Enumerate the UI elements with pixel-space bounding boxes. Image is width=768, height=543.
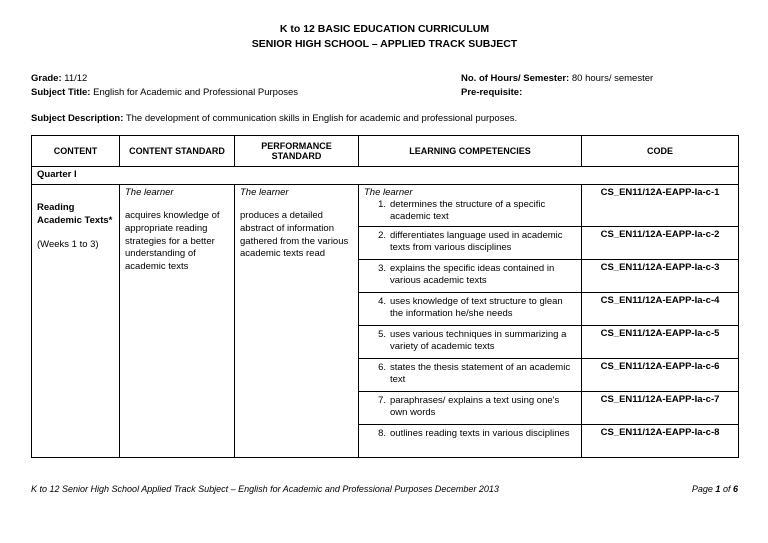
code-cell: CS_EN11/12A-EAPP-Ia-c-3: [582, 259, 739, 292]
code-cell: CS_EN11/12A-EAPP-Ia-c-6: [582, 358, 739, 391]
competency-cell: [359, 358, 582, 391]
subject-description-value: The development of communication skills in English for academic and professional purposes.: [125, 112, 518, 124]
subject-title-value: English for Academic and Professional Purposes: [93, 87, 299, 99]
competency-item: [364, 230, 576, 255]
footer-page-number: 1: [715, 484, 721, 494]
competency-number: 1.: [378, 198, 386, 210]
competency-cell: [359, 424, 582, 457]
column-header-learning-competencies: LEARNING COMPETENCIES: [359, 135, 582, 166]
table-header-row: [32, 135, 739, 166]
competency-text: uses various techniques in summarizing a variety of academic texts: [390, 328, 567, 352]
competency-cell: [359, 391, 582, 424]
quarter-row: [32, 166, 739, 184]
performance-standard-intro: The learner: [240, 186, 289, 198]
competency-cell: [359, 226, 582, 259]
prerequisite-label: Pre-requisite:: [461, 87, 523, 99]
content-standard-intro: The learner: [125, 186, 174, 198]
column-header-code: CODE: [582, 135, 739, 166]
page-footer: [31, 484, 738, 494]
competency-number: 8.: [378, 427, 386, 439]
competency-text: explains the specific ideas contained in various academic texts: [390, 262, 555, 286]
footer-of-label: of: [722, 484, 731, 494]
subject-title-label: Subject Title:: [31, 87, 91, 99]
competency-cell: [359, 259, 582, 292]
hours-label: No. of Hours/ Semester:: [461, 73, 570, 85]
code-cell: CS_EN11/12A-EAPP-Ia-c-1: [582, 184, 739, 226]
competency-item: [364, 362, 576, 387]
competency-cell: [359, 292, 582, 325]
competency-item: [364, 199, 576, 224]
content-title: Reading Academic Texts*: [37, 201, 113, 226]
code-cell: CS_EN11/12A-EAPP-Ia-c-7: [582, 391, 739, 424]
competency-text: paraphrases/ explains a text using one's own words: [390, 394, 560, 418]
grade-value: 11/12: [64, 73, 88, 85]
hours-line: [461, 72, 738, 86]
code-cell: CS_EN11/12A-EAPP-Ia-c-4: [582, 292, 739, 325]
curriculum-table: [31, 135, 739, 458]
content-cell: [32, 184, 120, 457]
grade-label: Grade:: [31, 73, 62, 85]
footer-document-title: K to 12 Senior High School Applied Track Subject – English for Academic and Professional Purposes December 2013: [31, 484, 499, 494]
meta-right: [461, 72, 738, 100]
competency-number: 2.: [378, 229, 386, 241]
competency-text: outlines reading texts in various disciplines: [390, 427, 570, 439]
competency-item: [364, 428, 576, 440]
content-weeks: (Weeks 1 to 3): [37, 238, 99, 250]
competency-text: determines the structure of a specific academic text: [390, 198, 546, 223]
prerequisite-line: [461, 86, 738, 100]
column-header-content-standard: CONTENT STANDARD: [120, 135, 235, 166]
subject-description-label: Subject Description:: [31, 112, 124, 124]
competency-number: 5.: [378, 328, 386, 340]
code-cell: CS_EN11/12A-EAPP-Ia-c-2: [582, 226, 739, 259]
quarter-label: Quarter I: [32, 166, 739, 184]
competency-text: differentiates language used in academic texts from various disciplines: [390, 229, 563, 253]
column-header-content: CONTENT: [32, 135, 120, 166]
footer-page-label: Page: [691, 484, 713, 494]
header-line-1: K to 12 BASIC EDUCATION CURRICULUM: [279, 23, 490, 35]
competency-cell: [359, 184, 582, 226]
performance-standard-body: produces a detailed abstract of information gathered from the various academic texts read: [240, 209, 349, 260]
document-header: [31, 22, 738, 51]
footer-page-indicator: [692, 484, 738, 494]
competency-item: [364, 329, 576, 354]
content-standard-body: acquires knowledge of appropriate reading strategies for a better understanding of academic texts: [125, 209, 220, 273]
hours-value: 80 hours/ semester: [571, 73, 654, 85]
table-row: [32, 184, 739, 226]
column-header-performance-standard: PERFORMANCE STANDARD: [235, 135, 359, 166]
competency-text: states the thesis statement of an academic text: [390, 361, 571, 385]
competency-number: 4.: [378, 295, 386, 307]
competency-item: [364, 296, 576, 321]
competency-number: 7.: [378, 394, 386, 406]
content-standard-cell: [120, 184, 235, 457]
competencies-intro: The learner: [364, 186, 413, 198]
competency-cell: [359, 325, 582, 358]
grade-line: [31, 72, 461, 86]
competency-number: 6.: [378, 361, 386, 373]
competency-number: 3.: [378, 262, 386, 274]
subject-description-line: [31, 113, 738, 124]
subject-title-line: [31, 86, 461, 100]
competency-item: [364, 263, 576, 288]
competency-item: [364, 395, 576, 420]
header-line-2: SENIOR HIGH SCHOOL – APPLIED TRACK SUBJECT: [251, 37, 518, 50]
meta-section: [31, 72, 738, 100]
performance-standard-cell: [235, 184, 359, 457]
footer-page-total: 6: [732, 484, 738, 494]
meta-left: [31, 72, 461, 100]
code-cell: CS_EN11/12A-EAPP-Ia-c-5: [582, 325, 739, 358]
code-cell: CS_EN11/12A-EAPP-Ia-c-8: [582, 424, 739, 457]
competency-text: uses knowledge of text structure to glean the information he/she needs: [390, 295, 563, 319]
